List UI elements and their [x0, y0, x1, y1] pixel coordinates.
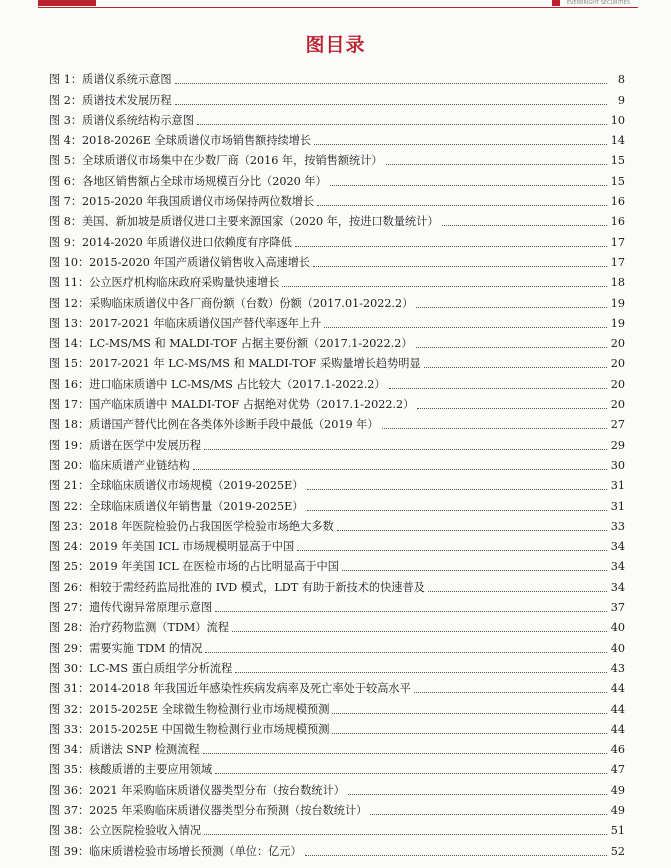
toc-entry-page: 20	[610, 377, 625, 391]
toc-entry[interactable]	[49, 351, 625, 371]
toc-leader-dots	[337, 529, 607, 531]
toc-entry[interactable]	[49, 777, 625, 797]
toc-leader-dots	[424, 366, 607, 368]
toc-entry-label: 图 29：需要实施 TDM 的情况	[49, 641, 203, 655]
toc-entry-label: 图 22：全球临床质谱仪年销售量（2019-2025E）	[49, 499, 304, 513]
toc-entry-page: 29	[610, 438, 625, 452]
toc-entry-label: 图 16：进口临床质谱中 LC-MS/MS 占比较大（2017.1-2022.2）	[49, 377, 386, 391]
toc-leader-dots	[197, 123, 607, 125]
toc-entry-page: 8	[617, 73, 625, 87]
toc-entry-label: 图 23：2018 年医院检验仍占我国医学检验市场绝大多数	[49, 519, 334, 533]
toc-entry[interactable]	[49, 493, 625, 513]
toc-entry[interactable]	[49, 818, 625, 838]
toc-entry[interactable]	[49, 432, 625, 452]
toc-leader-dots	[386, 163, 607, 165]
toc-entry-label: 图 35：核酸质谱的主要应用领域	[49, 763, 213, 777]
toc-leader-dots	[389, 387, 607, 389]
toc-entry[interactable]	[49, 696, 625, 716]
toc-entry[interactable]	[49, 473, 625, 493]
toc-leader-dots	[324, 326, 607, 328]
toc-entry[interactable]	[49, 371, 625, 391]
toc-leader-dots	[307, 488, 608, 490]
toc-entry-label: 图 39：临床质谱检验市场增长预测（单位：亿元）	[49, 844, 302, 858]
toc-entry[interactable]	[49, 229, 625, 249]
toc-entry-page: 34	[610, 560, 625, 574]
toc-entry[interactable]	[49, 392, 625, 412]
toc-entry-page: 17	[610, 255, 625, 269]
toc-entry-label: 图 18：质谱国产替代比例在各类体外诊断手段中最低（2019 年）	[49, 418, 379, 432]
figure-toc-list	[49, 67, 625, 859]
toc-leader-dots	[417, 407, 607, 409]
toc-entry-label: 图 26：相较于需经药监局批准的 IVD 模式，LDT 有助于新技术的快速普及	[49, 580, 425, 594]
toc-entry-page: 49	[610, 803, 625, 817]
toc-entry[interactable]	[49, 554, 625, 574]
toc-entry[interactable]	[49, 270, 625, 290]
toc-entry[interactable]	[49, 189, 625, 209]
toc-entry[interactable]	[49, 128, 625, 148]
toc-entry-page: 19	[610, 316, 625, 330]
toc-entry[interactable]	[49, 108, 625, 128]
toc-entry-label: 图 5：全球质谱仪市场集中在少数厂商（2016 年，按销售额统计）	[49, 154, 383, 168]
toc-entry-label: 图 3：质谱仪系统结构示意图	[49, 113, 194, 127]
toc-leader-dots	[370, 813, 607, 815]
toc-entry-page: 9	[617, 93, 625, 107]
toc-entry-label: 图 30：LC-MS 蛋白质组学分析流程	[49, 661, 233, 675]
toc-leader-dots	[175, 82, 607, 84]
toc-entry-page: 33	[610, 519, 625, 533]
toc-entry-label: 图 4：2018-2026E 全球质谱仪市场销售额持续增长	[49, 134, 312, 148]
toc-leader-dots	[232, 630, 607, 632]
toc-leader-dots	[332, 732, 607, 734]
toc-leader-dots	[313, 265, 607, 267]
company-logo-icon	[552, 0, 560, 6]
toc-entry-label: 图 11：公立医疗机构临床政府采购量快速增长	[49, 276, 280, 290]
toc-leader-dots	[215, 772, 607, 774]
toc-leader-dots	[307, 509, 608, 511]
toc-leader-dots	[297, 549, 607, 551]
toc-entry[interactable]	[49, 838, 625, 858]
toc-entry-page: 31	[610, 499, 625, 513]
toc-entry[interactable]	[49, 534, 625, 554]
toc-entry[interactable]	[49, 87, 625, 107]
toc-entry-label: 图 13：2017-2021 年临床质谱仪国产替代率逐年上升	[49, 316, 322, 330]
toc-leader-dots	[204, 833, 607, 835]
toc-entry-page: 43	[610, 661, 625, 675]
page-header	[38, 0, 638, 12]
toc-leader-dots	[215, 610, 607, 612]
toc-entry-page: 52	[610, 844, 625, 858]
toc-entry[interactable]	[49, 615, 625, 635]
toc-leader-dots	[204, 448, 607, 450]
toc-entry-page: 44	[610, 722, 625, 736]
toc-entry-label: 图 38：公立医院检验收入情况	[49, 824, 202, 838]
toc-entry-label: 图 10：2015-2020 年国产质谱仪销售收入高速增长	[49, 255, 311, 269]
toc-entry-label: 图 7：2015-2020 年我国质谱仪市场保持两位数增长	[49, 195, 315, 209]
toc-leader-dots	[317, 204, 607, 206]
toc-entry-page: 40	[610, 621, 625, 635]
toc-leader-dots	[428, 590, 607, 592]
toc-entry-page: 44	[610, 702, 625, 716]
toc-leader-dots	[295, 245, 607, 247]
toc-entry-label: 图 33：2015-2025E 中国微生物检测行业市场规模预测	[49, 722, 330, 736]
toc-leader-dots	[416, 346, 607, 348]
toc-entry-label: 图 32：2015-2025E 全球微生物检测行业市场规模预测	[49, 702, 330, 716]
toc-entry-page: 49	[610, 783, 625, 797]
toc-entry-page: 30	[610, 458, 625, 472]
toc-entry-label: 图 15：2017-2021 年 LC-MS/MS 和 MALDI-TOF 采购量增长趋势明显	[49, 357, 421, 371]
toc-leader-dots	[314, 143, 607, 145]
toc-entry-label: 图 36：2021 年采购临床质谱仪器类型分布（按台数统计）	[49, 783, 345, 797]
toc-entry[interactable]	[49, 168, 625, 188]
toc-entry-label: 图 21：全球临床质谱仪市场规模（2019-2025E）	[49, 479, 304, 493]
toc-entry-page: 34	[610, 580, 625, 594]
toc-entry[interactable]	[49, 148, 625, 168]
toc-entry[interactable]	[49, 717, 625, 737]
toc-entry[interactable]	[49, 290, 625, 310]
toc-leader-dots	[282, 285, 607, 287]
toc-entry-page: 20	[610, 357, 625, 371]
toc-entry-page: 47	[610, 763, 625, 777]
toc-entry-label: 图 8：美国、新加坡是质谱仪进口主要来源国家（2020 年，按进口数量统计）	[49, 215, 439, 229]
toc-entry-page: 51	[610, 824, 625, 838]
toc-entry-label: 图 34：质谱法 SNP 检测流程	[49, 743, 200, 757]
header-rule	[38, 7, 638, 8]
toc-entry[interactable]	[49, 574, 625, 594]
toc-entry[interactable]	[49, 250, 625, 270]
toc-entry-page: 19	[610, 296, 625, 310]
toc-entry[interactable]	[49, 635, 625, 655]
toc-leader-dots	[205, 651, 607, 653]
toc-entry-label: 图 37：2025 年采购临床质谱仪器类型分布预测（按台数统计）	[49, 803, 368, 817]
toc-entry-page: 15	[610, 174, 625, 188]
toc-entry-label: 图 9：2014-2020 年质谱仪进口依赖度有序降低	[49, 235, 292, 249]
toc-entry-label: 图 12：采购临床质谱仪中各厂商份额（台数）份额（2017.01-2022.2）	[49, 296, 414, 310]
toc-leader-dots	[416, 306, 607, 308]
toc-entry-label: 图 1：质谱仪系统示意图	[49, 73, 172, 87]
toc-entry[interactable]	[49, 514, 625, 534]
toc-entry-page: 44	[610, 682, 625, 696]
toc-entry-label: 图 19：质谱在医学中发展历程	[49, 438, 202, 452]
toc-entry[interactable]	[49, 209, 625, 229]
company-logo-text: EVERBRIGHT SECURITIES	[566, 0, 630, 6]
toc-entry-label: 图 14：LC-MS/MS 和 MALDI-TOF 占据主要份额（2017.1-2022.2）	[49, 337, 413, 351]
toc-entry-label: 图 24：2019 年美国 ICL 市场规模明显高于中国	[49, 540, 295, 554]
toc-entry-label: 图 31：2014-2018 年我国近年感染性疾病发病率及死亡率处于较高水平	[49, 682, 411, 696]
toc-entry-label: 图 2：质谱技术发展历程	[49, 93, 172, 107]
toc-leader-dots	[193, 468, 607, 470]
toc-entry[interactable]	[49, 737, 625, 757]
toc-entry-label: 图 25：2019 年美国 ICL 在医检市场的占比明显高于中国	[49, 560, 339, 574]
toc-entry-label: 图 17：国产临床质谱中 MALDI-TOF 占据绝对优势（2017.1-2022.2）	[49, 398, 415, 412]
toc-entry-page: 37	[610, 601, 625, 615]
toc-leader-dots	[342, 569, 607, 571]
toc-entry-page: 15	[610, 154, 625, 168]
toc-entry-label: 图 20：临床质谱产业链结构	[49, 458, 190, 472]
page-title: 图目录	[305, 34, 366, 56]
toc-entry-page: 20	[610, 398, 625, 412]
toc-leader-dots	[175, 103, 607, 105]
toc-entry-page: 10	[610, 113, 625, 127]
toc-entry-page: 46	[610, 743, 625, 757]
toc-entry[interactable]	[49, 757, 625, 777]
toc-leader-dots	[203, 752, 607, 754]
toc-entry[interactable]	[49, 656, 625, 676]
toc-entry[interactable]	[49, 412, 625, 432]
toc-entry-page: 34	[610, 540, 625, 554]
toc-entry[interactable]	[49, 453, 625, 473]
toc-leader-dots	[332, 712, 607, 714]
header-red-block	[38, 0, 96, 6]
toc-entry-page: 20	[610, 337, 625, 351]
toc-entry-page: 40	[610, 641, 625, 655]
toc-entry-page: 17	[610, 235, 625, 249]
toc-entry-page: 31	[610, 479, 625, 493]
toc-entry[interactable]	[49, 331, 625, 351]
toc-entry[interactable]	[49, 676, 625, 696]
toc-leader-dots	[235, 671, 607, 673]
toc-entry[interactable]	[49, 67, 625, 87]
toc-entry-page: 18	[610, 276, 625, 290]
toc-entry[interactable]	[49, 595, 625, 615]
toc-entry-label: 图 27：遗传代谢异常原理示意图	[49, 601, 213, 615]
toc-entry-page: 16	[610, 195, 625, 209]
toc-leader-dots	[414, 691, 607, 693]
toc-entry-page: 14	[610, 134, 625, 148]
toc-leader-dots	[305, 854, 607, 856]
toc-leader-dots	[330, 184, 607, 186]
toc-entry-page: 16	[610, 215, 625, 229]
toc-leader-dots	[382, 427, 607, 429]
toc-entry[interactable]	[49, 798, 625, 818]
toc-leader-dots	[442, 224, 607, 226]
toc-entry-page: 27	[610, 418, 625, 432]
toc-leader-dots	[348, 793, 607, 795]
toc-entry[interactable]	[49, 311, 625, 331]
toc-entry-label: 图 6：各地区销售额占全球市场规模百分比（2020 年）	[49, 174, 327, 188]
toc-entry-label: 图 28：治疗药物监测（TDM）流程	[49, 621, 229, 635]
